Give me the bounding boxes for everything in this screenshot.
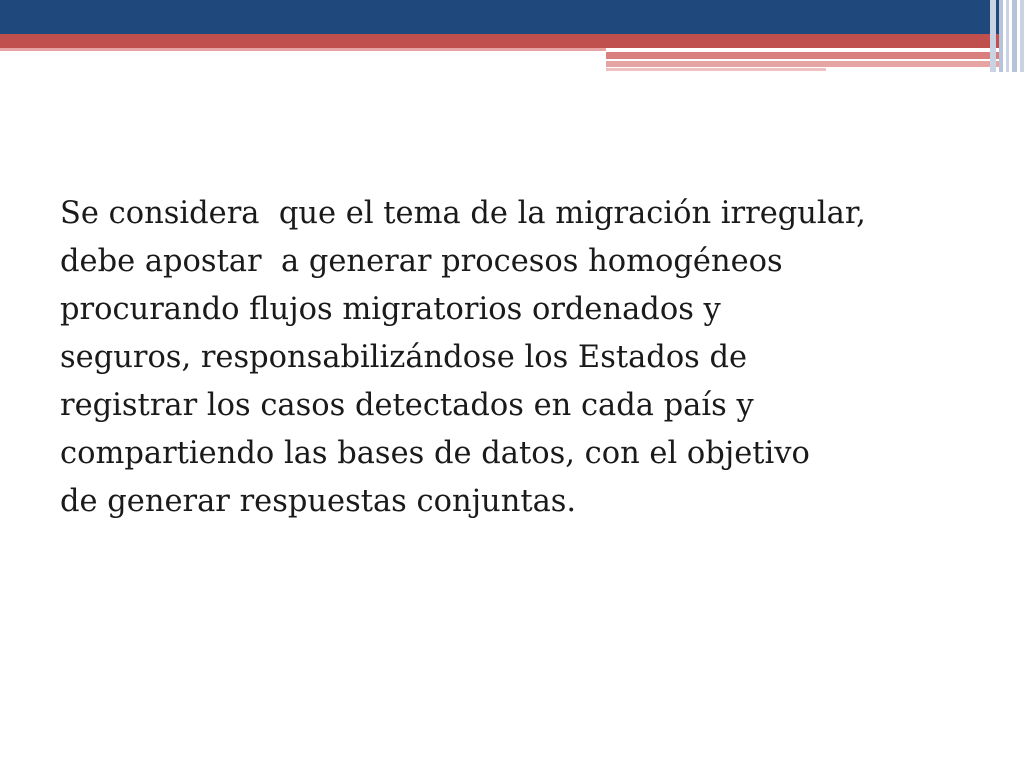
header-pink-line-right [606, 68, 826, 71]
header-red-band [0, 34, 1000, 48]
stripe [1006, 0, 1009, 72]
stripe [990, 0, 996, 72]
header-pink-band-right-lower [606, 61, 1000, 67]
body-line: Se considera que el tema de la migración irregular, [60, 196, 866, 231]
stripe [1020, 0, 1024, 72]
body-line: procurando flujos migratorios ordenados y [60, 292, 721, 327]
header-pink-band-right [606, 52, 1000, 59]
header-blue-band [0, 0, 1000, 34]
stripe [999, 0, 1003, 72]
header-vertical-stripes [990, 0, 1024, 72]
stripe [1012, 0, 1017, 72]
body-line: seguros, responsabilizándose los Estados de [60, 340, 748, 375]
header-pink-line [0, 48, 606, 51]
body-line: registrar los casos detectados en cada país y [60, 388, 754, 423]
body-line: de generar respuestas conjuntas. [60, 484, 577, 519]
body-line: compartiendo las bases de datos, con el objetivo [60, 436, 810, 471]
body-line: debe apostar a generar procesos homogéneos [60, 244, 783, 279]
body-paragraph [60, 190, 980, 526]
